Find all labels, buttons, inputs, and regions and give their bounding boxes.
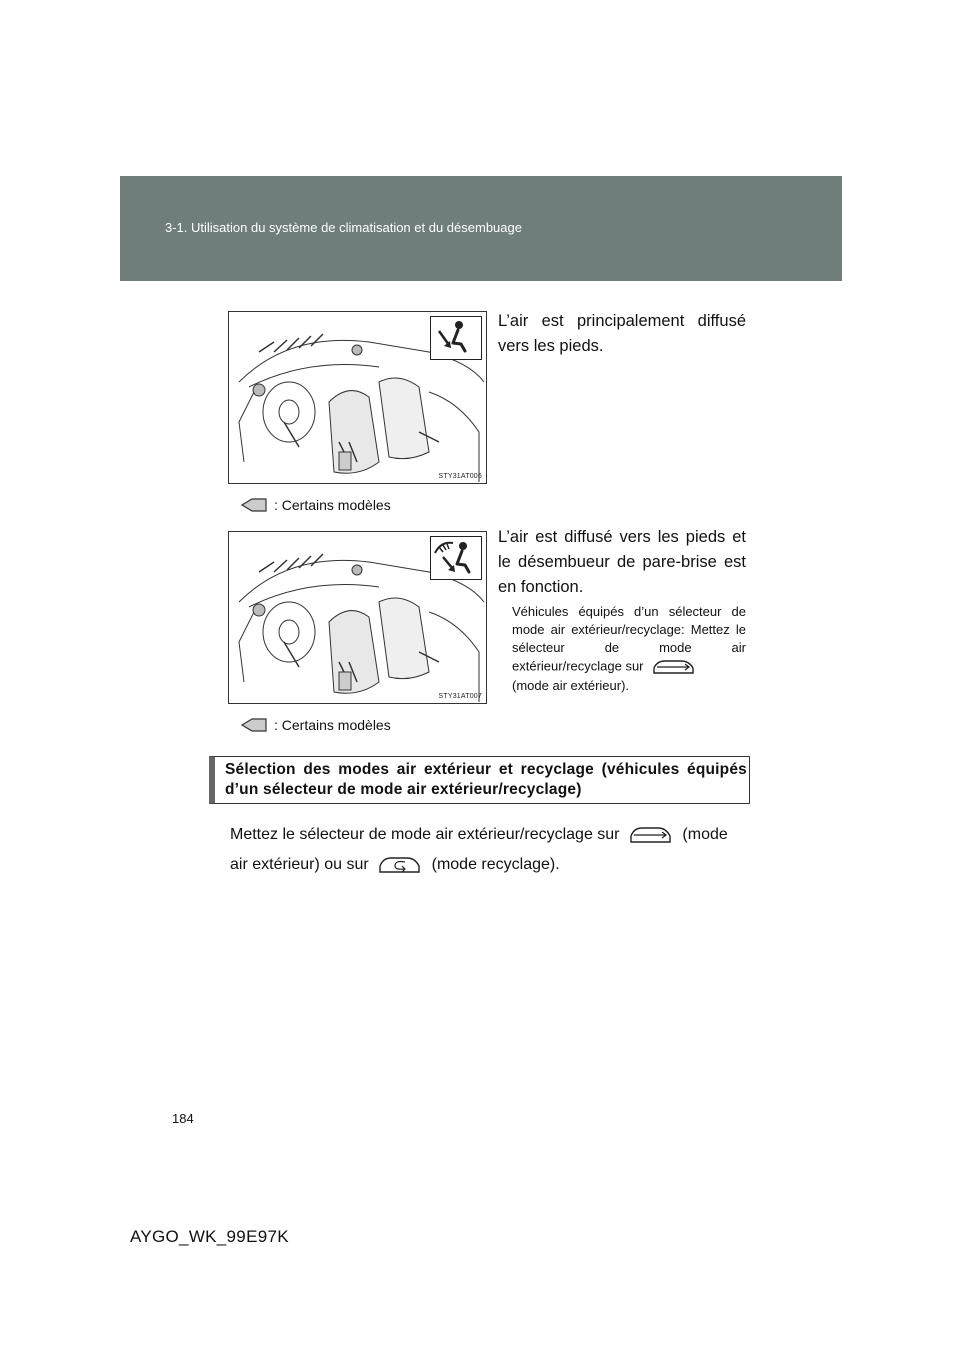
section-heading: Sélection des modes air extérieur et recyclage (véhicules équipés d’un sélecteur de mode air extérieur/recyclage) <box>225 761 747 798</box>
foot-mode-icon <box>431 317 480 358</box>
section-title: 3-1. Utilisation du système de climatisation et du désembuage <box>165 220 522 235</box>
vent-arrow-icon <box>240 717 268 733</box>
figure-foot-defrost-mode <box>228 531 487 704</box>
section-body <box>230 820 748 880</box>
figure-code: STY31AT007 <box>438 693 482 700</box>
legend-label: : Certains modèles <box>274 717 391 733</box>
vent-arrow-icon <box>240 497 268 513</box>
foot-mode-description: L’air est principalement diffusé vers les pieds. <box>498 312 746 355</box>
figure-code: STY31AT006 <box>438 473 482 480</box>
legend-label: : Certains modèles <box>274 497 391 513</box>
figure-foot-mode <box>228 311 487 484</box>
chapter-header <box>120 176 842 281</box>
document-code: AYGO_WK_99E97K <box>130 1227 289 1246</box>
page-number: 184 <box>172 1111 194 1126</box>
outside-air-icon <box>628 824 674 846</box>
body-text-b: (mode air extérieur) ou sur <box>230 826 728 873</box>
recirculation-icon <box>377 854 423 876</box>
foot-mode-indicator <box>430 316 482 360</box>
note-text: Véhicules équipés d’un sélecteur de mode air extérieur/recyclage: Mettez le sélecteur de mode air extérieur/recyclage sur <box>512 604 746 674</box>
foot-defrost-mode-indicator <box>430 536 482 580</box>
note-text-end: (mode air extérieur). <box>512 678 630 693</box>
body-text-c: (mode recyclage). <box>431 856 560 873</box>
legend-certain-models <box>240 497 391 513</box>
legend-certain-models <box>240 717 391 733</box>
foot-defrost-note <box>512 603 746 695</box>
foot-defrost-description: L’air est diffusé vers les pieds et le désembueur de pare-brise est en fonction. <box>498 528 746 596</box>
body-text-a: Mettez le sélecteur de mode air extérieur/recyclage sur <box>230 826 620 843</box>
outside-air-icon <box>651 657 697 677</box>
foot-defrost-mode-icon <box>431 537 480 578</box>
section-heading-box <box>209 756 750 804</box>
